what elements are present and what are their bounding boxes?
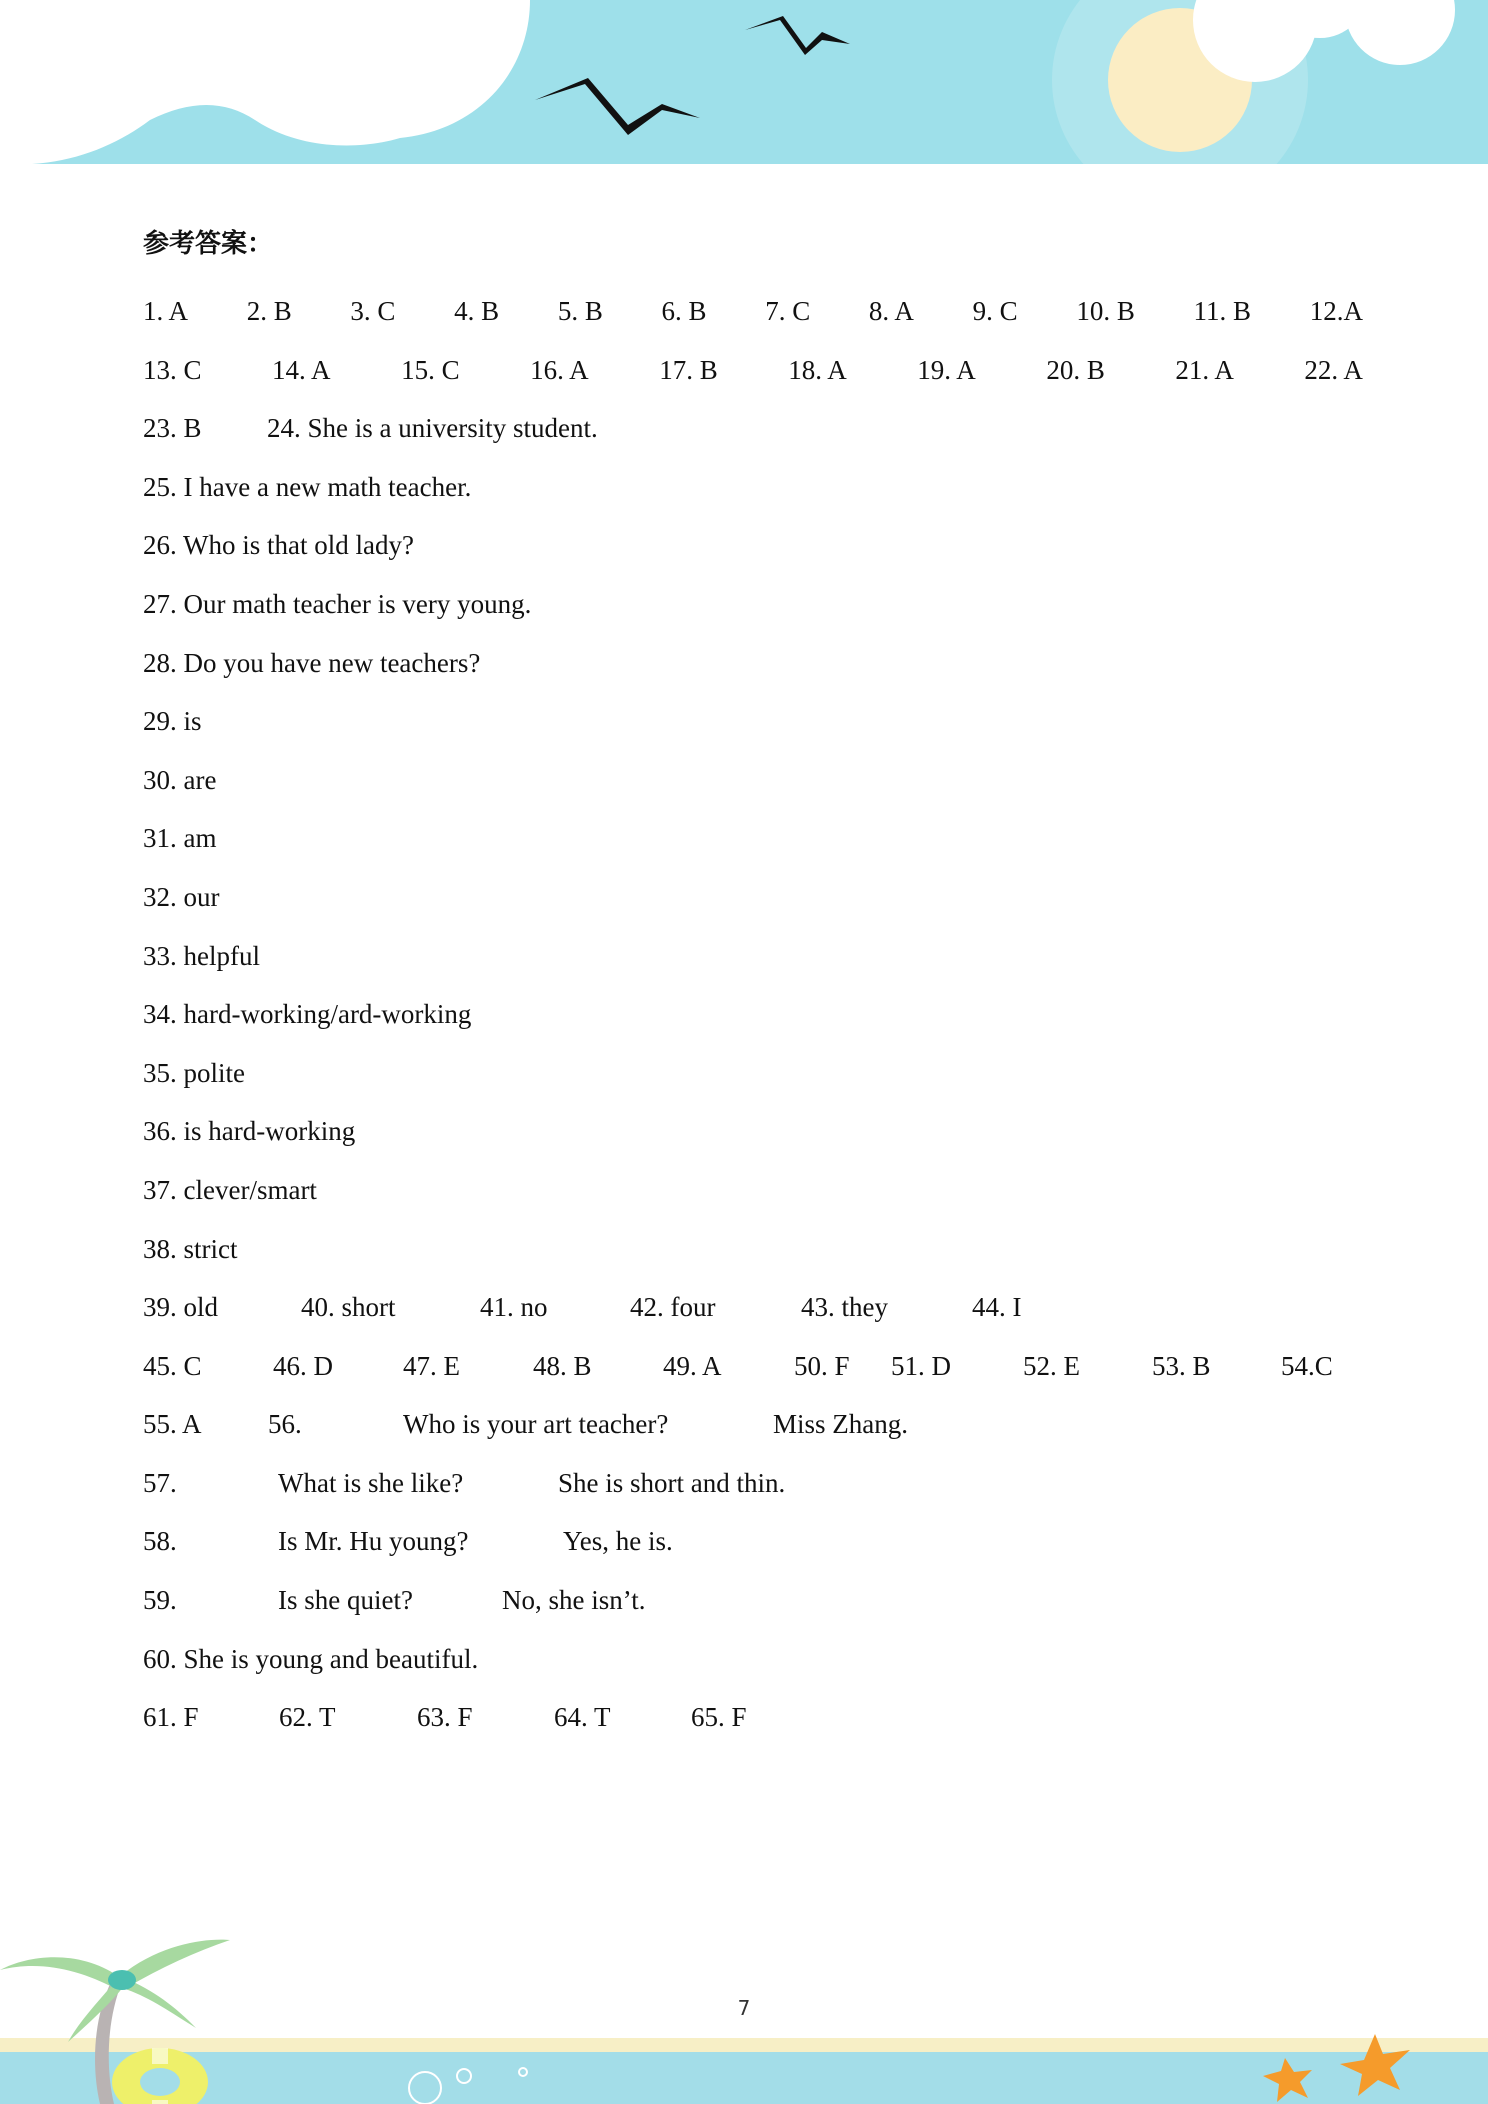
header-sky-banner xyxy=(0,0,1488,168)
answer-item: 52. E xyxy=(1023,1350,1080,1381)
answer-item: 59. xyxy=(143,1585,177,1616)
answer-item: 17. B xyxy=(659,354,718,385)
answer-item: 64. T xyxy=(554,1702,611,1733)
answer-item: 13. C xyxy=(143,354,202,385)
answer-row-55-56 xyxy=(143,1395,1363,1454)
answer-item: 63. F xyxy=(417,1702,473,1733)
answer-item: 56. xyxy=(268,1409,302,1440)
answer-item: 65. F xyxy=(691,1702,747,1733)
answer-item: 62. T xyxy=(279,1702,336,1733)
answer-question: Is she quiet? xyxy=(278,1585,413,1616)
answer-item: 24. She is a university student. xyxy=(267,413,598,444)
answer-line-60: 60. She is young and beautiful. xyxy=(143,1643,479,1674)
answer-item: 7. C xyxy=(765,296,811,326)
answer-item: 14. A xyxy=(272,354,331,385)
answer-item: 11. B xyxy=(1193,296,1252,326)
answer-line-27: 27. Our math teacher is very young. xyxy=(143,588,532,619)
answer-row-13-22 xyxy=(143,341,1363,400)
answer-row-39-44 xyxy=(143,1278,1363,1337)
answer-item: 46. D xyxy=(273,1350,333,1381)
answer-item: 39. old xyxy=(143,1292,219,1323)
answer-item: 6. B xyxy=(661,296,707,326)
answer-item: 21. A xyxy=(1175,354,1234,385)
answer-item: 23. B xyxy=(143,413,202,444)
answer-line-31: 31. am xyxy=(143,823,217,854)
answer-line-34: 34. hard-working/ard-working xyxy=(143,999,472,1030)
answer-item: 45. C xyxy=(143,1350,202,1381)
answer-question: Is Mr. Hu young? xyxy=(278,1526,469,1557)
answer-line-25: 25. I have a new math teacher. xyxy=(143,471,472,502)
answer-line-30: 30. are xyxy=(143,764,217,795)
answer-item: 19. A xyxy=(917,354,976,385)
answer-line-35: 35. polite xyxy=(143,1057,245,1088)
answer-item: 44. I xyxy=(972,1292,1022,1323)
answer-item: 40. short xyxy=(301,1292,396,1323)
answer-row-57 xyxy=(143,1454,1363,1513)
answer-question: What is she like? xyxy=(278,1467,464,1498)
answer-item: 15. C xyxy=(401,354,460,385)
answer-item: 1. A xyxy=(143,296,189,326)
answer-key xyxy=(143,220,1363,1747)
footer-beach-banner xyxy=(0,1930,1488,2104)
answer-item: 54.C xyxy=(1281,1350,1333,1381)
answer-line-29: 29. is xyxy=(143,706,202,737)
answer-item: 51. D xyxy=(891,1350,951,1381)
answer-line-36: 36. is hard-working xyxy=(143,1116,356,1147)
answer-item: 8. A xyxy=(868,296,914,326)
answer-item: 43. they xyxy=(801,1292,888,1323)
answer-row-23-24 xyxy=(143,399,1363,458)
answer-row-58 xyxy=(143,1512,1363,1571)
answer-item: 50. F xyxy=(794,1350,850,1381)
answer-item: 22. A xyxy=(1304,354,1363,385)
answer-key-heading: 参考答案： xyxy=(143,229,274,259)
answer-item: 9. C xyxy=(972,296,1018,326)
answer-item: 2. B xyxy=(246,296,292,326)
answer-reply: She is short and thin. xyxy=(558,1467,786,1498)
answer-line-26: 26. Who is that old lady? xyxy=(143,530,414,561)
answer-row-61-65 xyxy=(143,1688,1363,1747)
answer-item: 20. B xyxy=(1046,354,1105,385)
answer-reply: No, she isn’t. xyxy=(502,1585,646,1616)
answer-row-1-12 xyxy=(143,282,1363,341)
answer-item: 57. xyxy=(143,1467,177,1498)
answer-item: 16. A xyxy=(530,354,589,385)
answer-reply: Yes, he is. xyxy=(563,1526,673,1557)
answer-item: 48. B xyxy=(533,1350,592,1381)
answer-item: 47. E xyxy=(403,1350,460,1381)
answer-row-59 xyxy=(143,1571,1363,1630)
answer-line-38: 38. strict xyxy=(143,1233,238,1264)
answer-line-32: 32. our xyxy=(143,881,220,912)
answer-item: 12.A xyxy=(1309,296,1363,326)
answer-item: 53. B xyxy=(1152,1350,1211,1381)
answer-item: 3. C xyxy=(350,296,396,326)
answer-item: 55. A xyxy=(143,1409,202,1440)
answer-item: 42. four xyxy=(630,1292,716,1323)
answer-item: 4. B xyxy=(454,296,500,326)
answer-item: 5. B xyxy=(557,296,603,326)
answer-item: 61. F xyxy=(143,1702,199,1733)
answer-reply: Miss Zhang. xyxy=(773,1409,908,1440)
answer-item: 58. xyxy=(143,1526,177,1557)
answer-item: 10. B xyxy=(1076,296,1135,326)
answer-question: Who is your art teacher? xyxy=(403,1409,669,1440)
answer-line-37: 37. clever/smart xyxy=(143,1174,317,1205)
answer-line-28: 28. Do you have new teachers? xyxy=(143,647,481,678)
answer-item: 41. no xyxy=(480,1292,548,1323)
answer-item: 18. A xyxy=(788,354,847,385)
answer-item: 49. A xyxy=(663,1350,722,1381)
answer-line-33: 33. helpful xyxy=(143,940,260,971)
answer-row-45-54 xyxy=(143,1337,1363,1396)
page-number: 7 xyxy=(737,1996,751,2020)
